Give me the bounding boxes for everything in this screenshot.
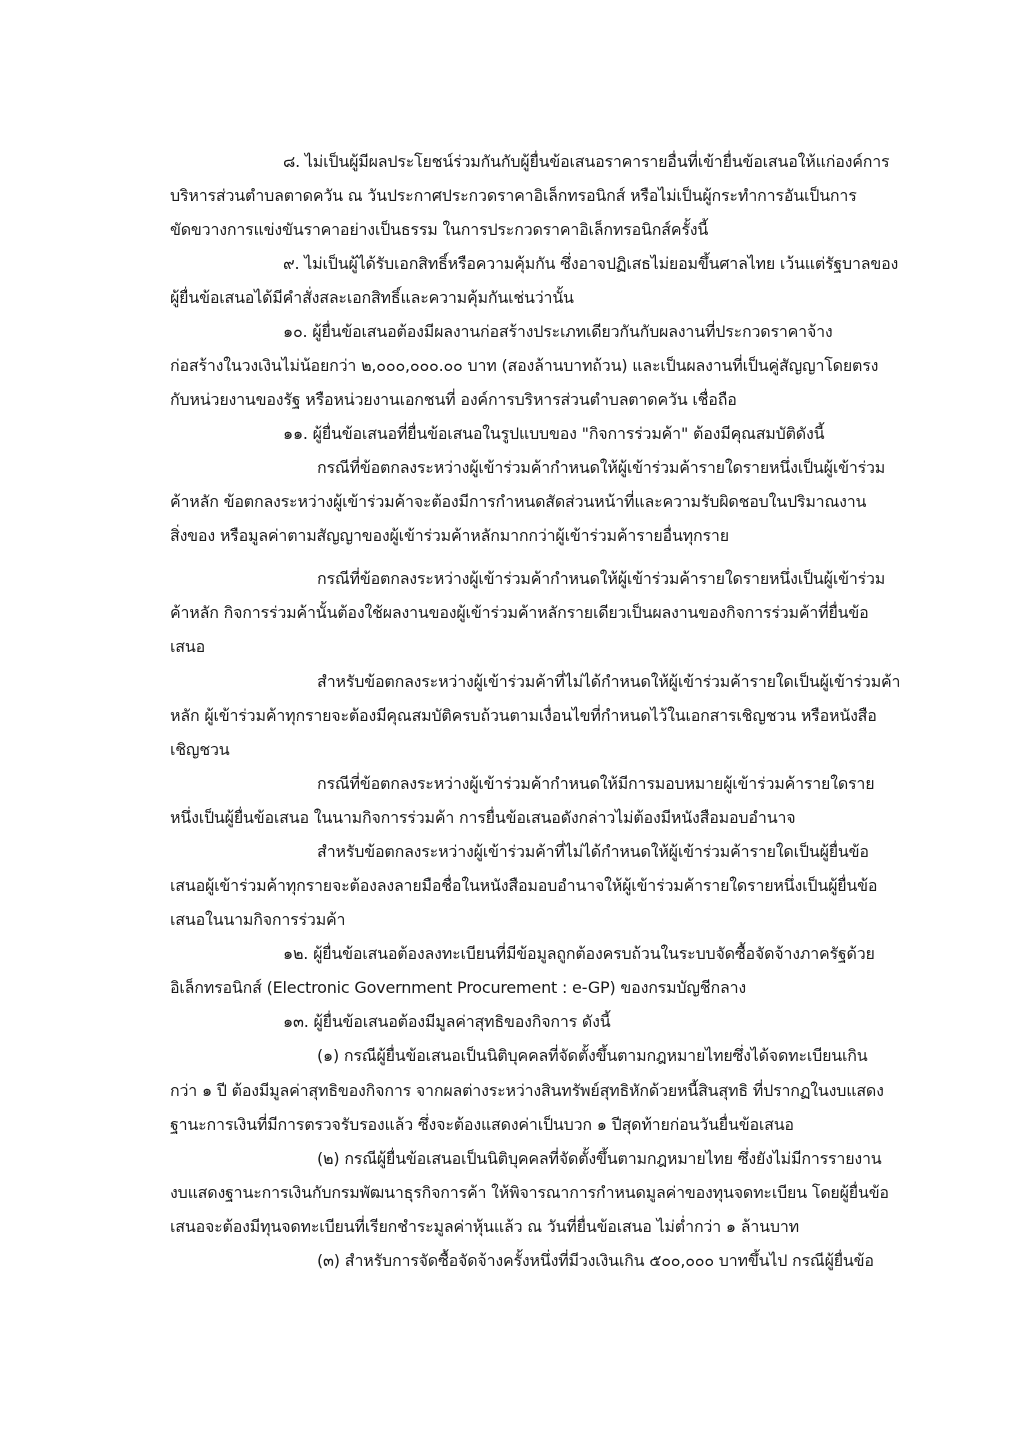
clause-11b-line-1: กรณีที่ข้อตกลงระหว่างผู้เข้าร่วมค้ากำหนดให้ผู้เข้าร่วมค้ารายใดรายหนึ่งเป็นผู้เข้าร่วม (317, 569, 886, 588)
clause-13-2-line-3: เสนอจะต้องมีทุนจดทะเบียนที่เรียกชำระมูลค่าหุ้นแล้ว ณ วันที่ยื่นข้อเสนอ ไม่ต่ำกว่า ๑ ล้านบาท (170, 1217, 799, 1236)
clause-13-3-line-1: (๓) สำหรับการจัดซื้อจัดจ้างครั้งหนึ่งที่มีวงเงินเกิน ๕๐๐,๐๐๐ บาทขึ้นไป กรณีผู้ยื่นข้อ (317, 1251, 874, 1270)
clause-9-line-1: ๙. ไม่เป็นผู้ได้รับเอกสิทธิ์หรือความคุ้มกัน ซึ่งอาจปฏิเสธไม่ยอมขึ้นศาลไทย เว้นแต่รัฐบาลของ (283, 254, 899, 273)
clause-12-line-2: อิเล็กทรอนิกส์ (Electronic Government Procurement : e-GP) ของกรมบัญชีกลาง (170, 978, 746, 997)
clause-9-line-2: ผู้ยื่นข้อเสนอได้มีคำสั่งสละเอกสิทธิ์และความคุ้มกันเช่นว่านั้น (170, 288, 574, 307)
clause-11a-line-1: กรณีที่ข้อตกลงระหว่างผู้เข้าร่วมค้ากำหนดให้ผู้เข้าร่วมค้ารายใดรายหนึ่งเป็นผู้เข้าร่วม (317, 458, 886, 477)
clause-13-2-line-1: (๒) กรณีผู้ยื่นข้อเสนอเป็นนิติบุคคลที่จัดตั้งขึ้นตามกฎหมายไทย ซึ่งยังไม่มีการรายงาน (317, 1149, 882, 1168)
clause-11a-line-3: สิ่งของ หรือมูลค่าตามสัญญาของผู้เข้าร่วมค้าหลักมากกว่าผู้เข้าร่วมค้ารายอื่นทุกราย (170, 526, 729, 545)
clause-10-line-2: ก่อสร้างในวงเงินไม่น้อยกว่า ๒,๐๐๐,๐๐๐.๐๐ บาท (สองล้านบาทถ้วน) และเป็นผลงานที่เป็นคู่สัญญาโดยตรง (170, 356, 879, 375)
clause-11d-line-1: กรณีที่ข้อตกลงระหว่างผู้เข้าร่วมค้ากำหนดให้มีการมอบหมายผู้เข้าร่วมค้ารายใดราย (317, 774, 875, 793)
clause-13-heading: ๑๓. ผู้ยื่นข้อเสนอต้องมีมูลค่าสุทธิของกิจการ ดังนี้ (283, 1012, 611, 1031)
clause-10-line-1: ๑๐. ผู้ยื่นข้อเสนอต้องมีผลงานก่อสร้างประเภทเดียวกันกับผลงานที่ประกวดราคาจ้าง (283, 322, 833, 341)
clause-11c-line-3: เชิญชวน (170, 740, 230, 759)
clause-11b-line-3: เสนอ (170, 637, 205, 656)
clause-8-line-2: บริหารส่วนตำบลตาดควัน ณ วันประกาศประกวดราคาอิเล็กทรอนิกส์ หรือไม่เป็นผู้กระทำการอันเป็นการ (170, 186, 857, 205)
clause-13-2-line-2: งบแสดงฐานะการเงินกับกรมพัฒนาธุรกิจการค้า ให้พิจารณาการกำหนดมูลค่าของทุนจดทะเบียน โดยผู้ยื่นข้อ (170, 1183, 889, 1202)
clause-11c-line-1: สำหรับข้อตกลงระหว่างผู้เข้าร่วมค้าที่ไม่ได้กำหนดให้ผู้เข้าร่วมค้ารายใดเป็นผู้เข้าร่วมค้า (317, 672, 901, 691)
clause-10-line-3: กับหน่วยงานของรัฐ หรือหน่วยงานเอกชนที่ องค์การบริหารส่วนตำบลตาดควัน เชื่อถือ (170, 390, 737, 409)
clause-13-1-line-1: (๑) กรณีผู้ยื่นข้อเสนอเป็นนิติบุคคลที่จัดตั้งขึ้นตามกฎหมายไทยซึ่งได้จดทะเบียนเกิน (317, 1046, 868, 1065)
clause-11c-line-2: หลัก ผู้เข้าร่วมค้าทุกรายจะต้องมีคุณสมบัติครบถ้วนตามเงื่อนไขที่กำหนดไว้ในเอกสารเชิญชวน หรือหนังสือ (170, 706, 877, 725)
clause-11b-line-2: ค้าหลัก กิจการร่วมค้านั้นต้องใช้ผลงานของผู้เข้าร่วมค้าหลักรายเดียวเป็นผลงานของกิจการร่วมค้าที่ยื่นข้อ (170, 603, 869, 622)
clause-13-1-line-3: ฐานะการเงินที่มีการตรวจรับรองแล้ว ซึ่งจะต้องแสดงค่าเป็นบวก ๑ ปีสุดท้ายก่อนวันยื่นข้อเสนอ (170, 1115, 794, 1134)
clause-11-heading: ๑๑. ผู้ยื่นข้อเสนอที่ยื่นข้อเสนอในรูปแบบของ "กิจการร่วมค้า" ต้องมีคุณสมบัติดังนี้ (283, 424, 825, 443)
clause-11e-line-3: เสนอในนามกิจการร่วมค้า (170, 910, 346, 929)
clause-11d-line-2: หนึ่งเป็นผู้ยื่นข้อเสนอ ในนามกิจการร่วมค้า การยื่นข้อเสนอดังกล่าวไม่ต้องมีหนังสือมอบอำนาจ (170, 808, 796, 827)
clause-12-line-1: ๑๒. ผู้ยื่นข้อเสนอต้องลงทะเบียนที่มีข้อมูลถูกต้องครบถ้วนในระบบจัดซื้อจัดจ้างภาครัฐด้วย (283, 944, 875, 963)
clause-11e-line-1: สำหรับข้อตกลงระหว่างผู้เข้าร่วมค้าที่ไม่ได้กำหนดให้ผู้เข้าร่วมค้ารายใดเป็นผู้ยื่นข้อ (317, 842, 869, 861)
clause-13-1-line-2: กว่า ๑ ปี ต้องมีมูลค่าสุทธิของกิจการ จากผลต่างระหว่างสินทรัพย์สุทธิหักด้วยหนี้สินสุทธิ ที่ปรากฏในงบแสดง (170, 1081, 884, 1100)
clause-8-line-3: ขัดขวางการแข่งขันราคาอย่างเป็นธรรม ในการประกวดราคาอิเล็กทรอนิกส์ครั้งนี้ (170, 220, 709, 239)
clause-11e-line-2: เสนอผู้เข้าร่วมค้าทุกรายจะต้องลงลายมือชื่อในหนังสือมอบอำนาจให้ผู้เข้าร่วมค้ารายใดรายหนึ่งเป็นผู้ยื่นข้อ (170, 876, 878, 895)
clause-11a-line-2: ค้าหลัก ข้อตกลงระหว่างผู้เข้าร่วมค้าจะต้องมีการกำหนดสัดส่วนหน้าที่และความรับผิดชอบในปริมาณงาน (170, 492, 867, 511)
clause-8-line-1: ๘. ไม่เป็นผู้มีผลประโยชน์ร่วมกันกับผู้ยื่นข้อเสนอราคารายอื่นที่เข้ายื่นข้อเสนอให้แก่องค์การ (283, 152, 890, 171)
